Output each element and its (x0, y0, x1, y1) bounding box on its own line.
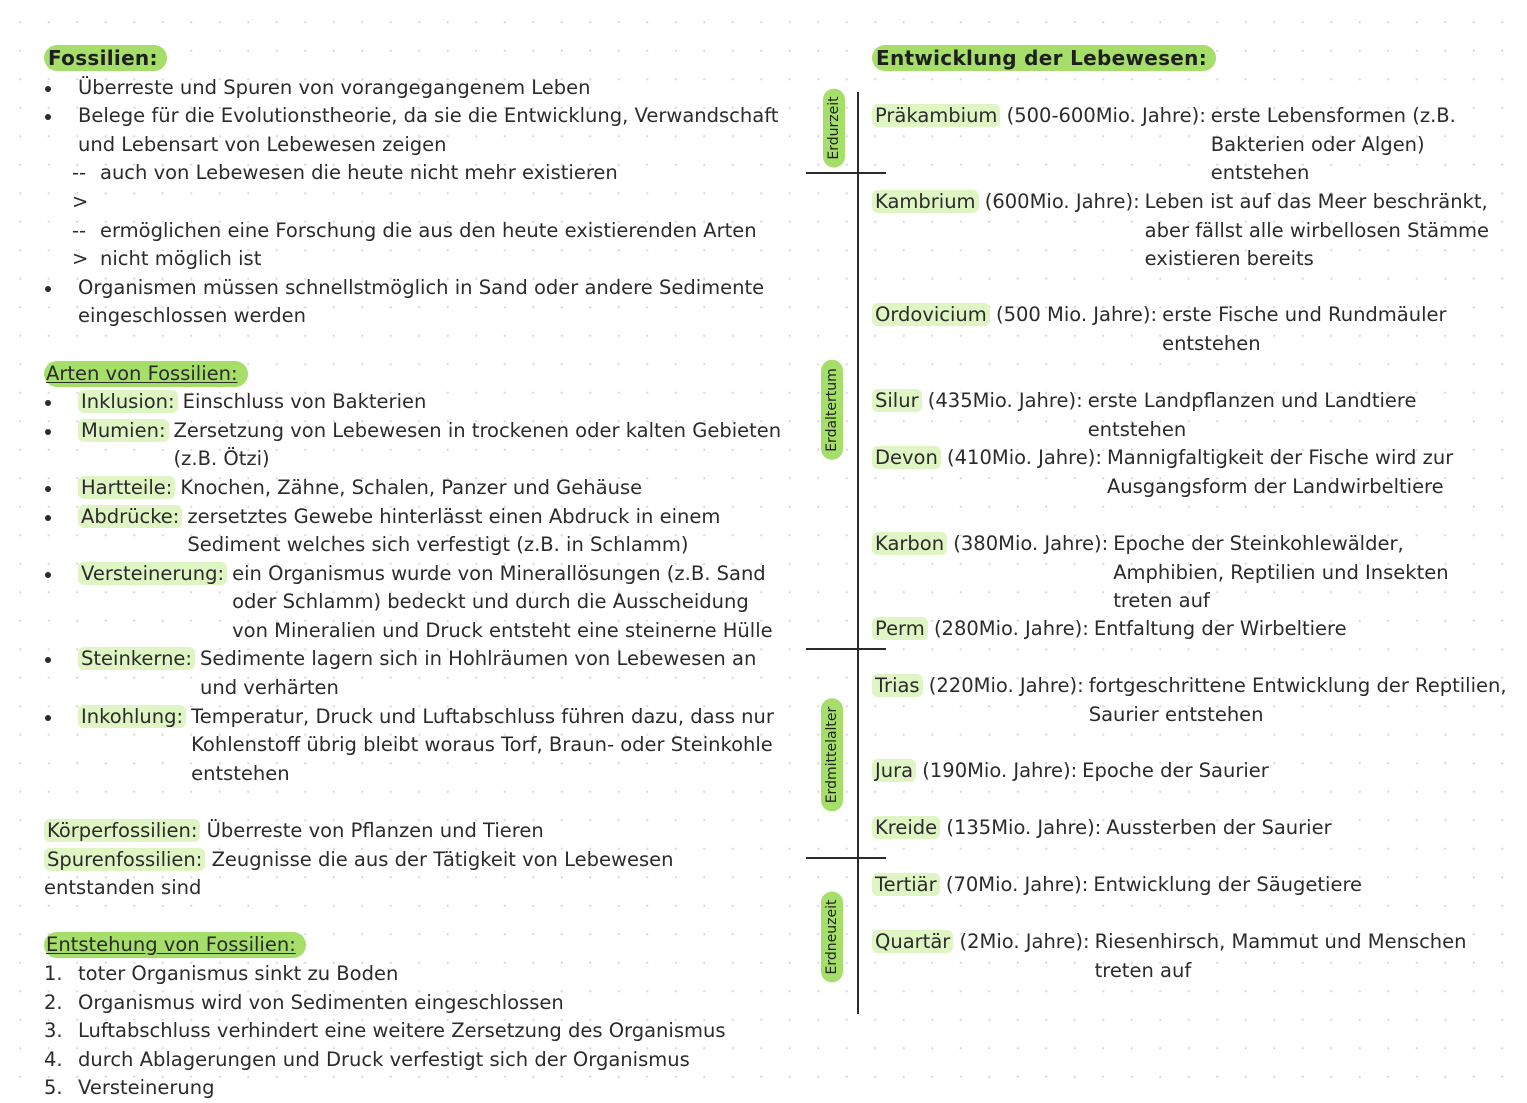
era-tag-erdmittelalter: Erdmittelalter (821, 699, 843, 812)
list-item: Belege für die Evolutionstheorie, da sie die Entwicklung, Verwandschaft und Lebensart von Lebewesen zeigen (44, 102, 784, 159)
term-label: Spurenfossilien: (44, 848, 205, 871)
era-tag-erdaltertum: Erdaltertum (821, 360, 843, 460)
body-fossils-line: Körperfossilien: Überreste von Pflanzen und Tieren (44, 817, 784, 846)
period-name: Kreide (872, 816, 940, 839)
evolution-title-wrap (872, 45, 1512, 74)
period-name: Perm (872, 617, 928, 640)
period-name: Trias (872, 674, 923, 697)
era-tag-erdneuzeit: Erdneuzeit (821, 892, 843, 983)
term-label: Mumien: (78, 419, 169, 442)
period-name: Präkambium (872, 104, 1000, 127)
list-item: 1. toter Organismus sinkt zu Boden (44, 962, 399, 985)
term-label: Versteinerung: (78, 562, 227, 585)
arrow-icon: --> (72, 161, 89, 213)
period-entry: Präkambium (500-600Mio. Jahre): erste Lebensformen (z.B. Bakterien oder Algen) entstehen (872, 102, 1512, 188)
list-item: Mumien: Zersetzung von Lebewesen in trockenen oder kalten Gebieten (z.B. Ötzi) (44, 417, 784, 474)
period-entry: Silur (435Mio. Jahre): erste Landpflanzen und Landtiere entstehen (872, 387, 1512, 444)
period-name: Silur (872, 389, 922, 412)
fossils-title: Fossilien: (44, 45, 167, 71)
period-entry: Devon (410Mio. Jahre): Mannigfaltigkeit der Fische wird zur Ausgangsform der Landwirbeltiere (872, 444, 1512, 501)
list-item: Abdrücke: zersetztes Gewebe hinterlässt einen Abdruck in einem Sediment welches sich verfestigt (z.B. in Schlamm) (44, 503, 784, 560)
period-entry: Ordovicium (500 Mio. Jahre): erste Fische und Rundmäuler entstehen (872, 301, 1512, 358)
list-item: 4. durch Ablagerungen und Druck verfestigt sich der Organismus (44, 1047, 690, 1071)
evolution-title: Entwicklung der Lebewesen: (872, 45, 1216, 71)
era-divider (806, 648, 886, 650)
timeline-axis (857, 92, 859, 1014)
fossils-section (44, 45, 784, 1103)
arrow-note: --> ermöglichen eine Forschung die aus den heute existierenden Arten nicht möglich ist (44, 217, 784, 274)
trace-fossils-line: Spurenfossilien: Zeugnisse die aus der Tätigkeit von Lebewesen entstanden sind (44, 847, 674, 900)
period-name: Karbon (872, 532, 947, 555)
term-label: Steinkerne: (78, 647, 195, 670)
period-entry: Kreide (135Mio. Jahre): Aussterben der Saurier (872, 814, 1512, 843)
fossils-intro-list (44, 74, 784, 160)
list-item: 2. Organismus wird von Sedimenten eingeschlossen (44, 990, 564, 1014)
arrow-icon: --> (72, 218, 89, 271)
period-name: Jura (872, 759, 916, 782)
period-entry: Karbon (380Mio. Jahre): Epoche der Steinkohlewälder, Amphibien, Reptilien und Insekten treten auf (872, 530, 1512, 616)
period-entry: Trias (220Mio. Jahre): fortgeschrittene Entwicklung der Reptilien, Saurier entstehen (872, 672, 1512, 729)
list-item: Überreste und Spuren von vorangegangenem Leben (44, 74, 784, 103)
term-label: Inkohlung: (78, 705, 186, 728)
types-title: Arten von Fossilien: (44, 361, 248, 387)
period-entry: Tertiär (70Mio. Jahre): Entwicklung der Säugetiere (872, 871, 1512, 900)
period-name: Tertiär (872, 873, 940, 896)
formation-title: Entstehung von Fossilien: (44, 932, 306, 958)
period-entry: Perm (280Mio. Jahre): Entfaltung der Wirbeltiere (872, 615, 1512, 644)
era-tag-erdurzeit: Erdurzeit (823, 88, 845, 167)
list-item: Hartteile: Knochen, Zähne, Schalen, Panzer und Gehäuse (44, 474, 784, 503)
period-entry: Kambrium (600Mio. Jahre): Leben ist auf das Meer beschränkt, aber fällst alle wirbellosen Stämme existieren bereits (872, 188, 1512, 274)
fossils-intro-list-2 (44, 274, 784, 331)
list-item: 3. Luftabschluss verhindert eine weitere Zersetzung des Organismus (44, 1019, 726, 1043)
list-item: Inkohlung: Temperatur, Druck und Luftabschluss führen dazu, dass nur Kohlenstoff übrig bleibt woraus Torf, Braun- oder Steinkohle entstehen (44, 703, 784, 789)
term-label: Inklusion: (78, 390, 178, 413)
arrow-note: --> auch von Lebewesen die heute nicht mehr existieren (44, 159, 784, 216)
list-item: Organismen müssen schnellstmöglich in Sand oder andere Sedimente eingeschlossen werden (44, 274, 784, 331)
term-label: Abdrücke: (78, 505, 182, 528)
list-item: Inklusion: Einschluss von Bakterien (44, 388, 784, 417)
formation-steps (44, 960, 784, 1103)
period-name: Kambrium (872, 190, 979, 213)
period-entry: Quartär (2Mio. Jahre): Riesenhirsch, Mammut und Menschen treten auf (872, 928, 1512, 985)
period-entry: Jura (190Mio. Jahre): Epoche der Saurier (872, 757, 1512, 786)
types-list (44, 388, 784, 788)
list-item: Steinkerne: Sedimente lagern sich in Hohlräumen von Lebewesen an und verhärten (44, 645, 784, 702)
period-name: Quartär (872, 930, 953, 953)
term-label: Hartteile: (78, 476, 175, 499)
era-divider (806, 857, 886, 859)
period-name: Devon (872, 446, 941, 469)
list-item: Versteinerung: ein Organismus wurde von Minerallösungen (z.B. Sand oder Schlamm) bedeckt und durch die Ausscheidung von Mineralien und Druck entsteht eine steinerne Hülle (44, 560, 784, 646)
period-name: Ordovicium (872, 303, 990, 326)
list-item: 5. Versteinerung (44, 1076, 215, 1100)
term-label: Körperfossilien: (44, 819, 200, 842)
